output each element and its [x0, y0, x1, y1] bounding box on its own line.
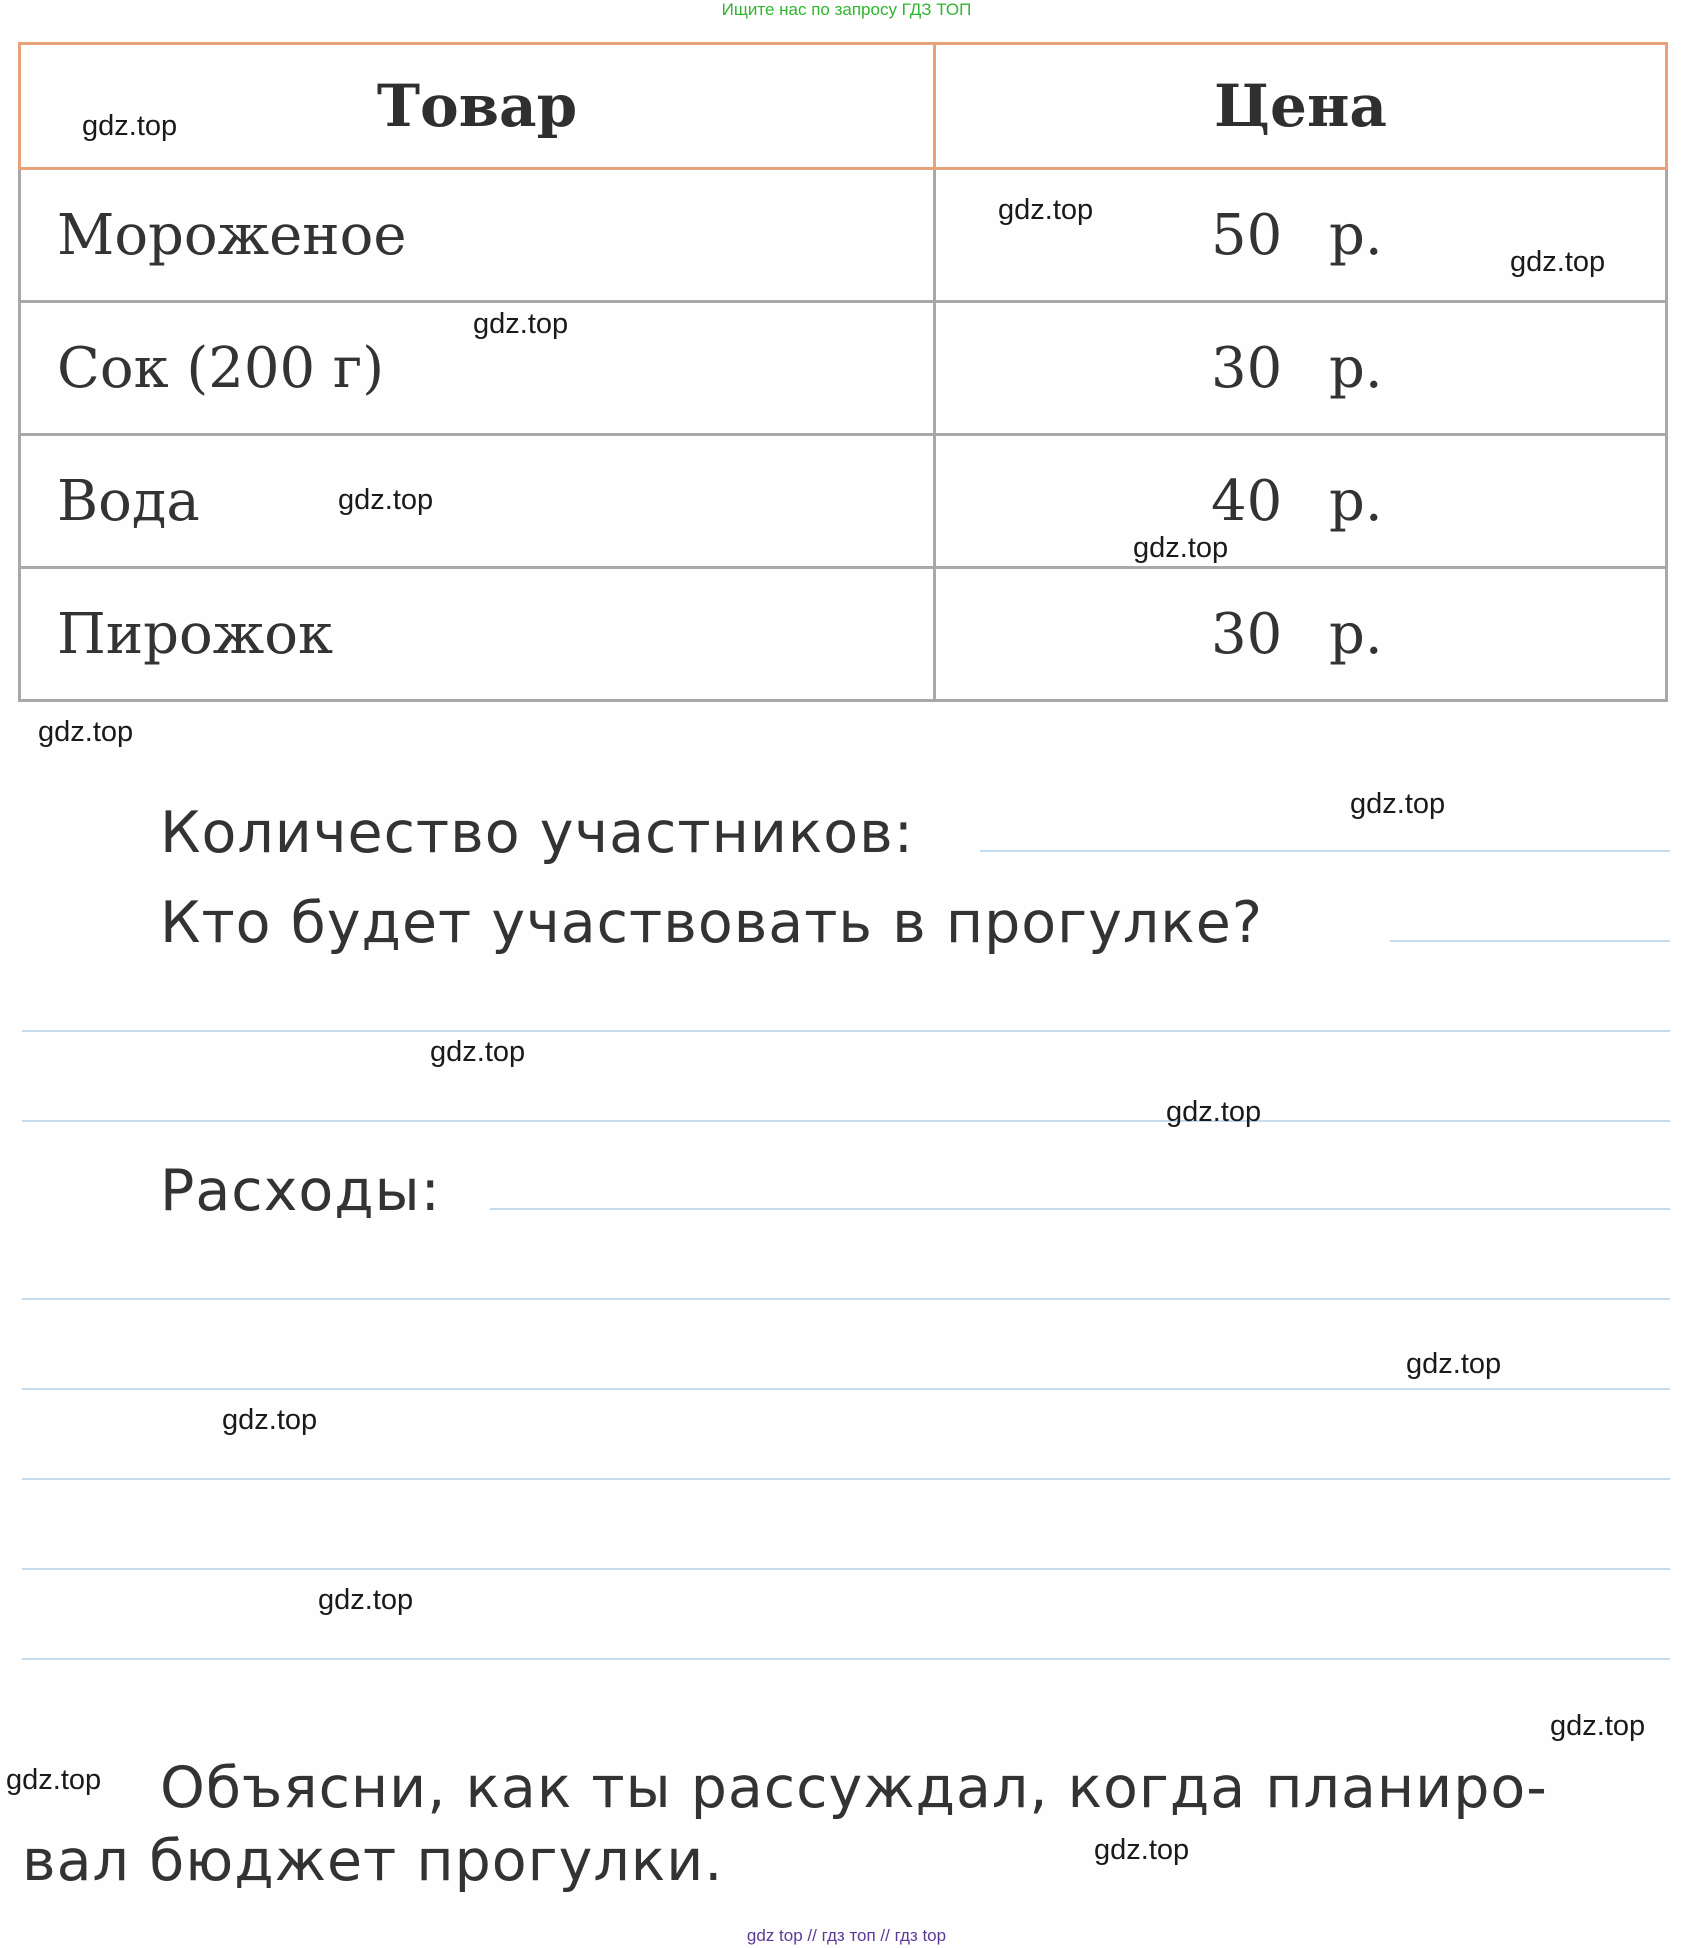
item-name: Вода — [20, 435, 935, 568]
answer-line[interactable] — [22, 1658, 1670, 1660]
watermark: gdz.top — [430, 1036, 526, 1068]
item-price — [935, 169, 1667, 302]
item-name: Сок (200 г) — [20, 302, 935, 435]
price-unit: р. — [1329, 335, 1383, 401]
watermark: gdz.top — [1350, 788, 1446, 820]
watermark: gdz.top — [1094, 1834, 1190, 1866]
watermark: gdz.top — [318, 1584, 414, 1616]
table-row — [20, 302, 1667, 435]
answer-line[interactable] — [22, 1478, 1670, 1480]
watermark: gdz.top — [1166, 1096, 1262, 1128]
watermark: gdz.top — [473, 308, 569, 340]
item-name: Пирожок — [20, 568, 935, 701]
price-table — [18, 42, 1668, 702]
participants-question: Количество участников: — [160, 800, 914, 866]
item-price — [935, 568, 1667, 701]
table-row — [20, 568, 1667, 701]
watermark: gdz.top — [6, 1764, 102, 1796]
answer-line[interactable] — [490, 1208, 1670, 1210]
answer-line[interactable] — [22, 1298, 1670, 1300]
explain-prompt-line1: Объясни, как ты рассуждал, когда планиро- — [160, 1755, 1548, 1821]
table-row — [20, 169, 1667, 302]
price-value: 30 — [1211, 335, 1283, 401]
column-header-item: Товар — [20, 44, 935, 169]
header-note: Ищите нас по запросу ГДЗ ТОП — [721, 0, 972, 19]
table-header-row — [20, 44, 1667, 169]
explain-prompt-line2: вал бюджет прогулки. — [22, 1828, 724, 1894]
who-question: Кто будет участвовать в прогулке? — [160, 890, 1264, 956]
price-unit: р. — [1329, 468, 1383, 534]
item-price — [935, 302, 1667, 435]
table-row — [20, 435, 1667, 568]
item-price — [935, 435, 1667, 568]
watermark: gdz.top — [222, 1404, 318, 1436]
watermark: gdz.top — [1550, 1710, 1646, 1742]
answer-line[interactable] — [22, 1120, 1670, 1122]
item-name: Мороженое — [20, 169, 935, 302]
watermark: gdz.top — [1510, 246, 1606, 278]
expenses-label: Расходы: — [160, 1158, 441, 1224]
watermark: gdz.top — [998, 194, 1094, 226]
answer-line[interactable] — [980, 850, 1670, 852]
answer-line[interactable] — [1390, 940, 1670, 942]
watermark: gdz.top — [82, 110, 178, 142]
price-unit: р. — [1329, 601, 1383, 667]
answer-line[interactable] — [22, 1388, 1670, 1390]
watermark: gdz.top — [1133, 532, 1229, 564]
price-unit: р. — [1329, 202, 1383, 268]
price-value: 30 — [1211, 601, 1283, 667]
watermark: gdz.top — [338, 484, 434, 516]
answer-line[interactable] — [22, 1030, 1670, 1032]
answer-line[interactable] — [22, 1568, 1670, 1570]
watermark: gdz.top — [38, 716, 134, 748]
footer-note: gdz top // гдз топ // гдз top — [746, 1926, 947, 1945]
watermark: gdz.top — [1406, 1348, 1502, 1380]
price-value: 40 — [1211, 468, 1283, 534]
price-value: 50 — [1211, 202, 1283, 268]
column-header-price: Цена — [935, 44, 1667, 169]
